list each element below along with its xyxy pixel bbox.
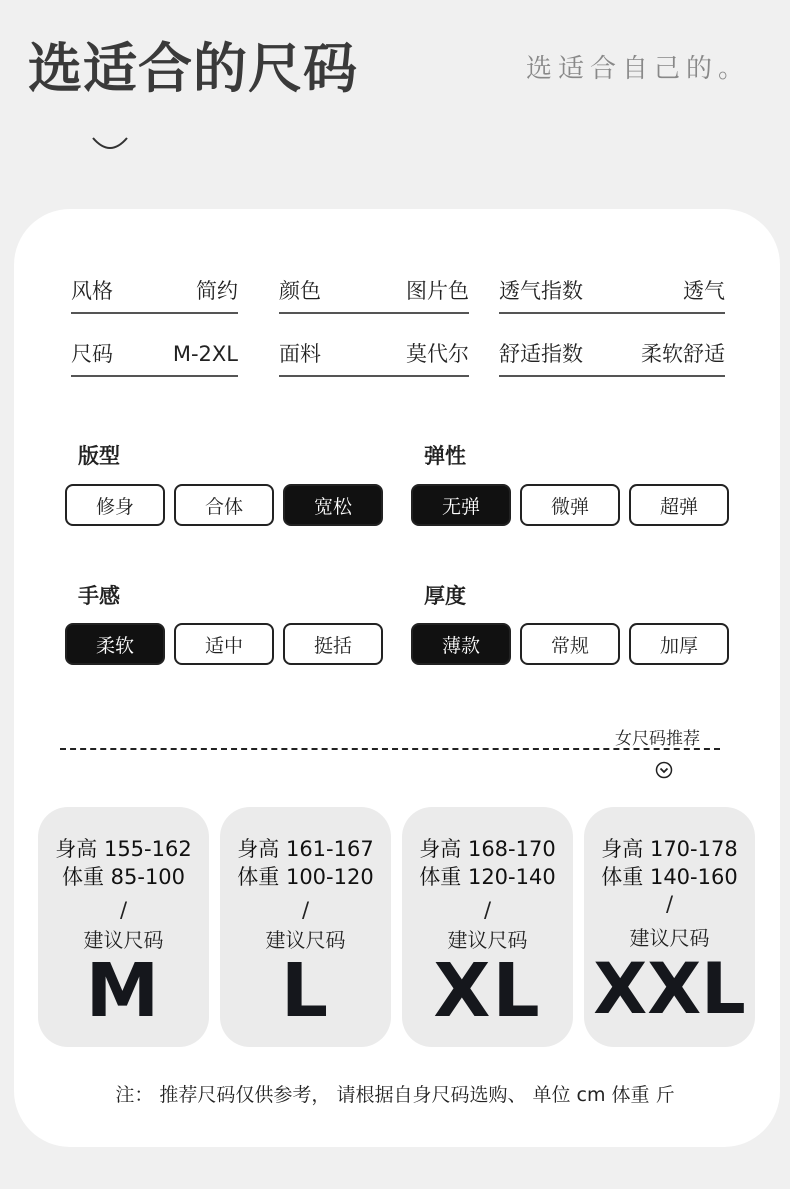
size-suggest-label: 建议尺码 [447, 928, 528, 952]
page-subtitle: 选适合自己的。 [525, 54, 750, 84]
size-weight: 体重 120-140 [419, 865, 556, 889]
size-letter: M [85, 948, 162, 1034]
option-thickness-thin[interactable]: 薄款 [411, 623, 511, 665]
spec-value: 柔软舒适 [641, 342, 725, 366]
page-title: 选适合的尺码 [28, 37, 358, 100]
smile-curve-icon [91, 132, 129, 154]
spec-key: 风格 [71, 279, 113, 303]
spec-comfort [499, 331, 725, 377]
spec-size-range [71, 331, 238, 377]
size-letter: XXL [593, 948, 746, 1030]
spec-key: 颜色 [279, 279, 321, 303]
spec-value: M-2XL [172, 342, 238, 366]
dashed-divider [60, 748, 720, 750]
group-label-thickness: 厚度 [424, 584, 466, 608]
spec-style [71, 268, 238, 314]
footnote: 注： 推荐尺码仅供参考， 请根据自身尺码选购、 单位 cm 体重 斤 [115, 1084, 675, 1106]
option-feel-medium[interactable]: 适中 [174, 623, 274, 665]
group-label-fit: 版型 [78, 444, 120, 468]
spec-key: 面料 [279, 342, 321, 366]
option-thickness-thick[interactable]: 加厚 [629, 623, 729, 665]
size-slash: / [301, 898, 310, 922]
spec-key: 尺码 [71, 342, 113, 366]
spec-value: 莫代尔 [406, 342, 469, 366]
size-suggest-label: 建议尺码 [629, 926, 710, 950]
option-elastic-none[interactable]: 无弹 [411, 484, 511, 526]
size-card-l [220, 807, 391, 1047]
option-feel-soft[interactable]: 柔软 [65, 623, 165, 665]
spec-value: 透气 [683, 279, 725, 303]
spec-value: 图片色 [406, 279, 469, 303]
spec-breathability [499, 268, 725, 314]
size-letter: XL [433, 948, 542, 1034]
size-slash: / [665, 892, 674, 916]
option-elastic-high[interactable]: 超弹 [629, 484, 729, 526]
size-suggest-label: 建议尺码 [265, 928, 346, 952]
size-height: 身高 168-170 [419, 837, 556, 861]
recommend-label: 女尺码推荐 [615, 729, 700, 749]
group-label-elasticity: 弹性 [424, 444, 466, 468]
size-slash: / [119, 898, 128, 922]
option-thickness-regular[interactable]: 常规 [520, 623, 620, 665]
size-card-m [38, 807, 209, 1047]
option-fit-slim[interactable]: 修身 [65, 484, 165, 526]
size-slash: / [483, 898, 492, 922]
group-label-feel: 手感 [78, 584, 120, 608]
size-height: 身高 170-178 [601, 837, 738, 861]
size-height: 身高 155-162 [55, 837, 192, 861]
size-card-xxl [584, 807, 755, 1047]
size-height: 身高 161-167 [237, 837, 374, 861]
size-letter: L [280, 948, 331, 1034]
size-weight: 体重 140-160 [601, 865, 738, 889]
spec-color [279, 268, 469, 314]
spec-fabric [279, 331, 469, 377]
option-elastic-slight[interactable]: 微弹 [520, 484, 620, 526]
option-fit-loose[interactable]: 宽松 [283, 484, 383, 526]
spec-value: 简约 [196, 279, 238, 303]
option-fit-regular[interactable]: 合体 [174, 484, 274, 526]
size-weight: 体重 100-120 [237, 865, 374, 889]
size-suggest-label: 建议尺码 [83, 928, 164, 952]
chevron-down-circle-icon [655, 761, 673, 779]
size-weight: 体重 85-100 [61, 865, 186, 889]
spec-key: 透气指数 [499, 279, 583, 303]
spec-key: 舒适指数 [499, 342, 583, 366]
size-card-xl [402, 807, 573, 1047]
option-feel-crisp[interactable]: 挺括 [283, 623, 383, 665]
